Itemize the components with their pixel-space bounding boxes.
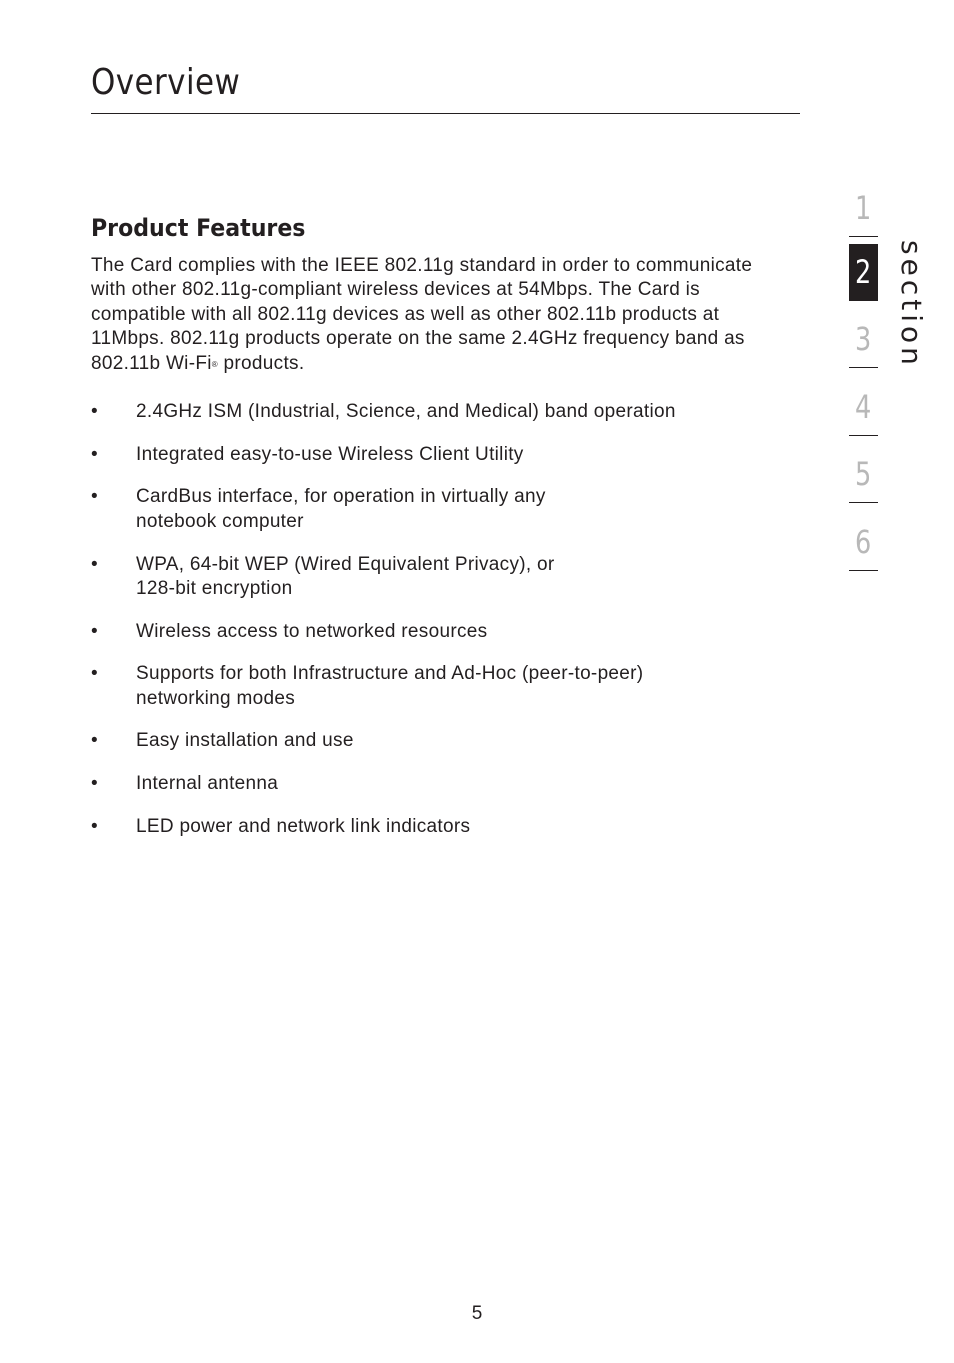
feature-text: WPA, 64-bit WEP (Wired Equivalent Privacy), or 128-bit encryption <box>136 553 555 599</box>
list-item <box>91 400 791 424</box>
section-heading: Product Features <box>91 214 306 242</box>
list-item <box>91 815 791 839</box>
bullet-icon: • <box>91 553 98 575</box>
intro-text-end: products. <box>217 352 305 374</box>
section-number: 1 <box>855 189 872 227</box>
intro-text: The Card complies with the IEEE 802.11g standard in order to communicate with other 802.11g-compliant wireless devices at 54Mbps. The Card is compatible with all 802.11g devices as well as other 802.11b products at 11Mbps. 802.11g products operate on the same 2.4GHz frequency band as 802.11b Wi-Fi <box>91 255 753 374</box>
feature-list <box>91 400 791 858</box>
intro-paragraph <box>91 254 791 377</box>
feature-text: LED power and network link indicators <box>136 815 471 837</box>
bullet-icon: • <box>91 815 98 837</box>
page-number: 5 <box>471 1303 483 1324</box>
section-tab-4[interactable] <box>849 379 878 436</box>
section-tab-2[interactable] <box>849 244 878 301</box>
list-item <box>91 485 791 534</box>
feature-text: Wireless access to networked resources <box>136 620 488 642</box>
bullet-icon: • <box>91 773 98 795</box>
bullet-icon: • <box>91 663 98 685</box>
section-number: 2 <box>855 253 872 291</box>
list-item <box>91 553 791 602</box>
list-item <box>91 772 791 796</box>
bullet-icon: • <box>91 620 98 642</box>
section-tab-5[interactable] <box>849 446 878 503</box>
feature-text: Easy installation and use <box>136 730 354 752</box>
section-tab-1[interactable] <box>849 180 878 237</box>
page-title: Overview <box>91 62 241 103</box>
section-tab-3[interactable] <box>849 311 878 368</box>
section-number: 6 <box>855 523 872 561</box>
list-item <box>91 620 791 644</box>
feature-text: Internal antenna <box>136 773 279 795</box>
list-item <box>91 729 791 753</box>
registered-mark: ® <box>211 359 218 369</box>
title-divider <box>91 113 800 114</box>
section-number: 5 <box>855 455 872 493</box>
bullet-icon: • <box>91 486 98 508</box>
section-tab-6[interactable] <box>849 514 878 571</box>
section-label: section <box>895 240 928 369</box>
section-number: 4 <box>855 388 872 426</box>
list-item <box>91 443 791 467</box>
feature-text: CardBus interface, for operation in virtually any notebook computer <box>136 486 546 532</box>
bullet-icon: • <box>91 730 98 752</box>
list-item <box>91 662 791 711</box>
feature-text: Supports for both Infrastructure and Ad-Hoc (peer-to-peer) networking modes <box>136 663 644 709</box>
bullet-icon: • <box>91 401 98 422</box>
section-number: 3 <box>855 320 872 358</box>
bullet-icon: • <box>91 443 98 465</box>
feature-text: 2.4GHz ISM (Industrial, Science, and Medical) band operation <box>136 401 676 422</box>
feature-text: Integrated easy-to-use Wireless Client Utility <box>136 443 524 465</box>
